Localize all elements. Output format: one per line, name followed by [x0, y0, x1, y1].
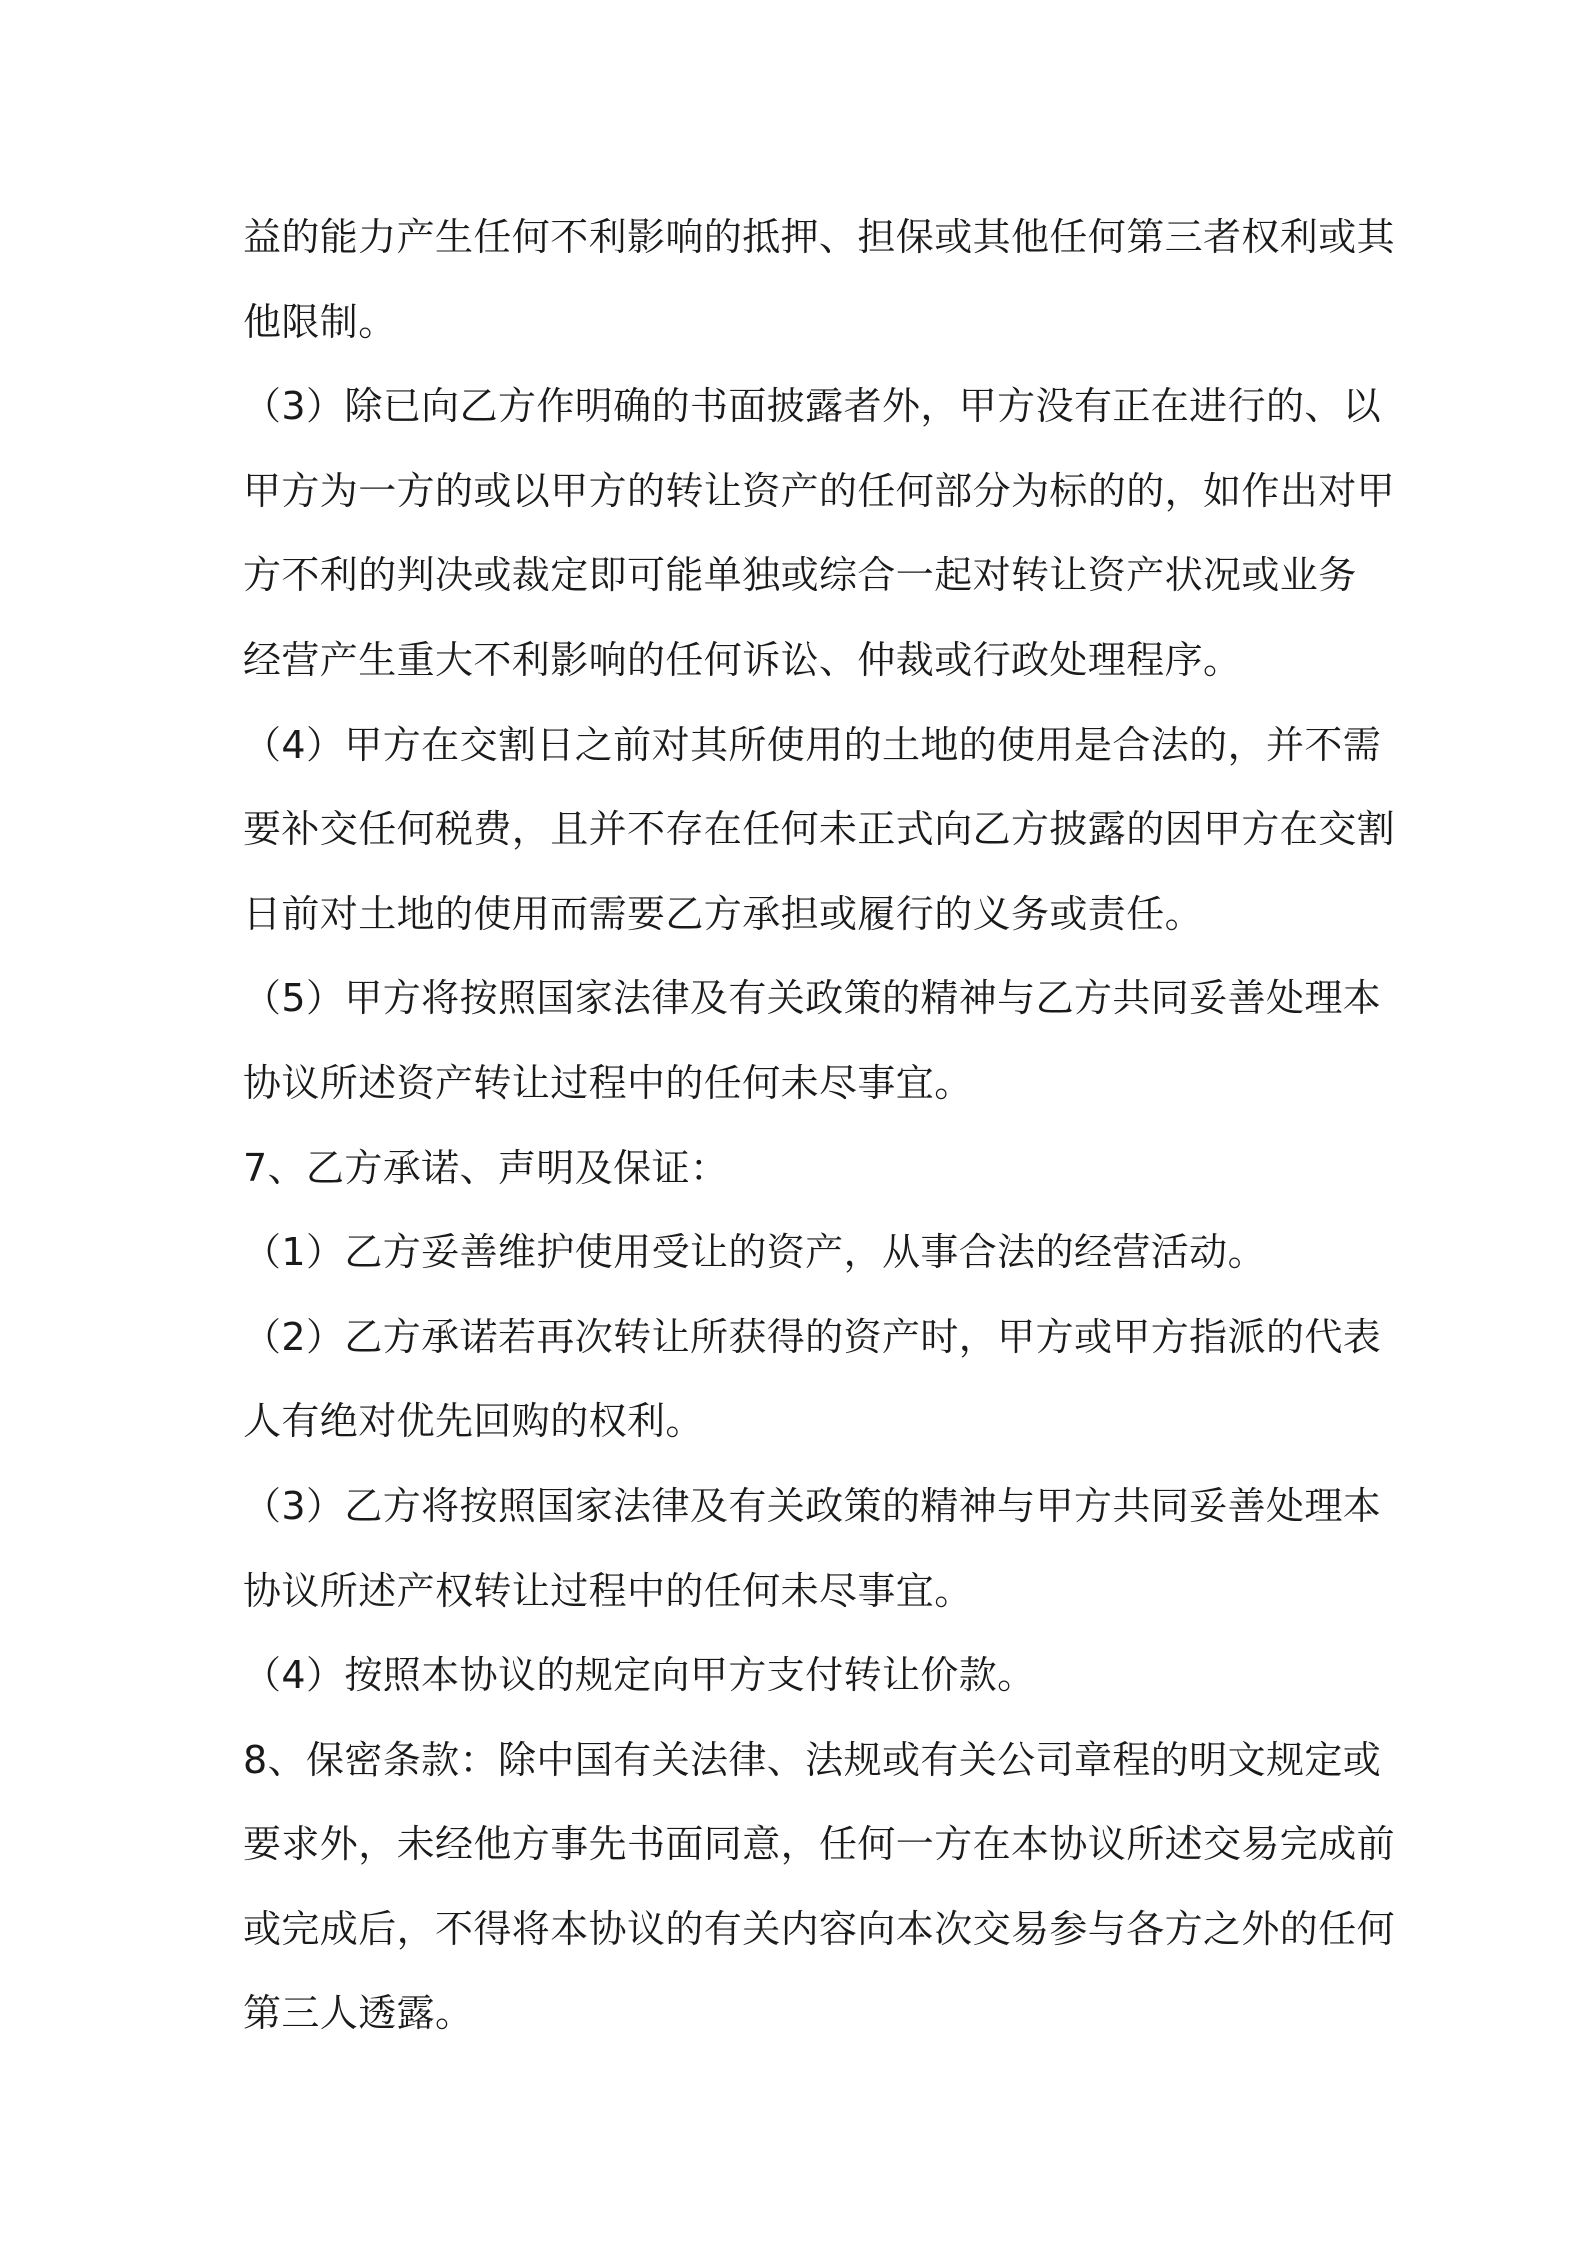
- text-line: （4）按照本协议的规定向甲方支付转让价款。: [243, 1653, 1036, 1698]
- section-heading: 8、保密条款：除中国有关法律、法规或有关公司章程的明文规定或: [243, 1737, 1382, 1782]
- section-heading: 7、乙方承诺、声明及保证：: [243, 1145, 729, 1190]
- text-line: 日前对土地的使用而需要乙方承担或履行的义务或责任。: [243, 891, 1204, 936]
- text-line: 要补交任何税费，且并不存在任何未正式向乙方披露的因甲方在交割: [243, 807, 1396, 852]
- text-line: 方不利的判决或裁定即可能单独或综合一起对转让资产状况或业务: [243, 553, 1357, 598]
- text-line: 他限制。: [243, 299, 397, 344]
- text-line: 经营产生重大不利影响的任何诉讼、仲裁或行政处理程序。: [243, 637, 1242, 682]
- text-line: 或完成后，不得将本协议的有关内容向本次交易参与各方之外的任何: [243, 1906, 1396, 1951]
- text-line: 第三人透露。: [243, 1991, 474, 2036]
- text-line: 协议所述产权转让过程中的任何未尽事宜。: [243, 1568, 973, 1613]
- text-line: 甲方为一方的或以甲方的转让资产的任何部分为标的的，如作出对甲: [243, 468, 1396, 513]
- text-line: 人有绝对优先回购的权利。: [243, 1399, 704, 1444]
- text-line: （3）除已向乙方作明确的书面披露者外，甲方没有正在进行的、以: [243, 384, 1382, 429]
- text-line: （3）乙方将按照国家法律及有关政策的精神与甲方共同妥善处理本: [243, 1483, 1382, 1528]
- text-line: （1）乙方妥善维护使用受让的资产，从事合法的经营活动。: [243, 1230, 1266, 1275]
- text-line: 益的能力产生任何不利影响的抵押、担保或其他任何第三者权利或其: [243, 215, 1396, 259]
- text-line: 协议所述资产转让过程中的任何未尽事宜。: [243, 1060, 973, 1105]
- text-line: （5）甲方将按照国家法律及有关政策的精神与乙方共同妥善处理本: [243, 976, 1382, 1021]
- document-body: [243, 195, 1396, 2056]
- text-line: （4）甲方在交割日之前对其所使用的土地的使用是合法的，并不需: [243, 722, 1382, 767]
- text-line: （2）乙方承诺若再次转让所获得的资产时，甲方或甲方指派的代表: [243, 1314, 1382, 1359]
- text-line: 要求外，未经他方事先书面同意，任何一方在本协议所述交易完成前: [243, 1822, 1396, 1867]
